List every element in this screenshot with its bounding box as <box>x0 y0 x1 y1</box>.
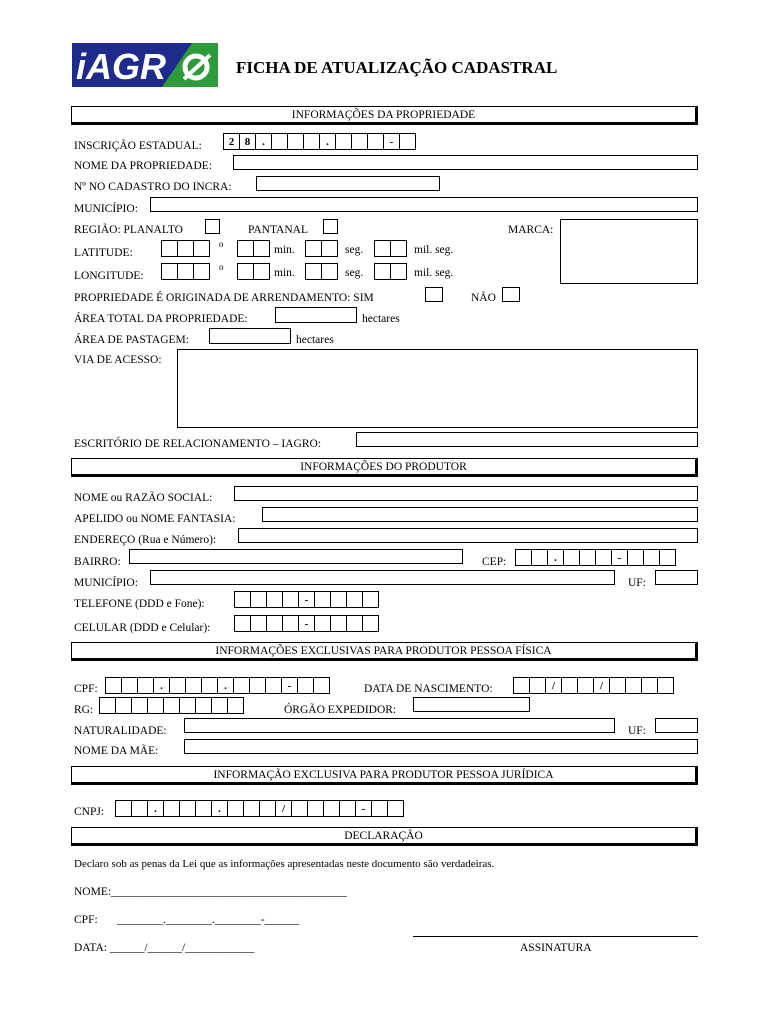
rg-cell[interactable] <box>147 697 164 714</box>
input-cell[interactable] <box>121 677 138 694</box>
cnpj-cells[interactable] <box>115 800 403 817</box>
cnpj-label: CNPJ: <box>74 806 105 818</box>
input-cell[interactable] <box>515 549 532 566</box>
declaracao-text: Declaro sob as penas da Lei que as informações apresentadas neste documento são verdadeiras. <box>74 858 495 870</box>
input-cell[interactable] <box>362 615 379 632</box>
page-title: FICHA DE ATUALIZAÇÃO CADASTRAL <box>236 58 558 77</box>
input-cell[interactable]: . <box>217 677 234 694</box>
input-cell[interactable] <box>339 800 356 817</box>
inscricao-label: INSCRIÇÃO ESTADUAL: <box>74 140 202 152</box>
area-pastagem-label: ÁREA DE PASTAGEM: <box>74 334 189 346</box>
arrendamento-nao-label: NÃO <box>471 292 496 304</box>
longitude-degrees[interactable] <box>161 263 209 280</box>
input-cell[interactable]: . <box>153 677 170 694</box>
input-cell[interactable] <box>282 615 299 632</box>
assinatura-label: ASSINATURA <box>520 942 592 954</box>
input-cell[interactable] <box>105 677 122 694</box>
cpf-cells[interactable] <box>105 677 329 694</box>
rg-cell[interactable] <box>195 697 212 714</box>
arrendamento-sim-checkbox[interactable] <box>425 287 443 302</box>
celular-label: CELULAR (DDD e Celular): <box>74 622 211 634</box>
input-cell[interactable]: . <box>255 133 272 150</box>
latitude-degrees[interactable] <box>161 240 209 257</box>
input-cell[interactable] <box>529 677 546 694</box>
cep-label: CEP: <box>482 556 507 568</box>
longitude-min-label: min. <box>274 267 295 279</box>
uf-produtor-field[interactable] <box>655 570 698 585</box>
inscricao-estadual-cells[interactable] <box>223 133 415 150</box>
latitude-minutes[interactable] <box>237 240 269 257</box>
input-cell[interactable]: / <box>275 800 292 817</box>
input-cell[interactable] <box>185 677 202 694</box>
regiao-label: REGIÃO: PLANALTO <box>74 224 183 236</box>
input-cell[interactable] <box>335 133 352 150</box>
input-cell[interactable] <box>169 677 186 694</box>
municipio-produtor-label: MUNICÍPIO: <box>74 577 138 589</box>
rg-cell[interactable] <box>131 697 148 714</box>
input-cell[interactable] <box>163 800 180 817</box>
area-total-label: ÁREA TOTAL DA PROPRIEDADE: <box>74 313 248 325</box>
area-total-unit: hectares <box>362 313 400 325</box>
municipio-field[interactable] <box>150 197 698 212</box>
orgao-expedidor-label: ÓRGÃO EXPEDIDOR: <box>284 704 397 716</box>
apelido-field[interactable] <box>262 507 698 522</box>
input-cell[interactable] <box>643 549 660 566</box>
input-cell[interactable] <box>625 677 642 694</box>
input-cell[interactable] <box>259 800 276 817</box>
assinatura-line[interactable] <box>413 936 698 937</box>
rg-cell[interactable] <box>227 697 244 714</box>
input-cell[interactable] <box>563 549 580 566</box>
declaracao-cpf-line[interactable]: ________.________.________-______ <box>117 914 300 926</box>
cep-cells[interactable] <box>515 549 675 566</box>
rg-label: RG: <box>74 704 94 716</box>
arrendamento-label: PROPRIEDADE É ORIGINADA DE ARRENDAMENTO: SIM <box>74 292 374 304</box>
apelido-label: APELIDO ou NOME FANTASIA: <box>74 513 236 525</box>
input-cell[interactable]: / <box>593 677 610 694</box>
input-cell[interactable] <box>609 677 626 694</box>
latitude-milseg-label: mil. seg. <box>414 244 454 256</box>
input-cell[interactable] <box>367 133 384 150</box>
nome-mae-field[interactable] <box>184 739 698 754</box>
rg-cells[interactable] <box>99 697 243 714</box>
input-cell[interactable]: - <box>383 133 400 150</box>
marca-label: MARCA: <box>508 224 554 236</box>
input-cell[interactable] <box>513 677 530 694</box>
input-cell[interactable] <box>234 615 251 632</box>
longitude-degree-symbol: o <box>219 262 224 272</box>
input-cell[interactable] <box>266 615 283 632</box>
declaracao-cpf-label: CPF: <box>74 914 98 926</box>
uf-naturalidade-field[interactable] <box>655 718 698 733</box>
planalto-checkbox[interactable] <box>205 219 220 234</box>
input-cell[interactable]: . <box>211 800 228 817</box>
input-cell[interactable] <box>250 591 267 608</box>
municipio-label: MUNICÍPIO: <box>74 203 138 215</box>
arrendamento-nao-checkbox[interactable] <box>502 287 520 302</box>
data-nascimento-label: DATA DE NASCIMENTO: <box>364 683 493 695</box>
input-cell[interactable]: . <box>147 800 164 817</box>
pantanal-checkbox[interactable] <box>323 219 338 234</box>
telefone-cells[interactable] <box>234 591 378 608</box>
uf-naturalidade-label: UF: <box>628 725 646 737</box>
latitude-degree-symbol: o <box>219 239 224 249</box>
input-cell[interactable] <box>371 800 388 817</box>
input-cell[interactable] <box>314 591 331 608</box>
input-cell[interactable] <box>595 549 612 566</box>
escritorio-label: ESCRITÓRIO DE RELACIONAMENTO – IAGRO: <box>74 438 322 450</box>
input-cell[interactable] <box>287 133 304 150</box>
input-cell[interactable] <box>266 591 283 608</box>
declaracao-data-line[interactable]: DATA: ______/______/____________ <box>74 942 255 954</box>
uf-produtor-label: UF: <box>628 577 646 589</box>
input-cell[interactable] <box>234 591 251 608</box>
data-nascimento-cells[interactable] <box>513 677 673 694</box>
input-cell[interactable] <box>313 677 330 694</box>
input-cell[interactable] <box>387 800 404 817</box>
endereco-label: ENDEREÇO (Rua e Número): <box>74 534 217 546</box>
bairro-field[interactable] <box>129 549 463 564</box>
input-cell[interactable]: . <box>319 133 336 150</box>
nome-razao-label: NOME ou RAZÃO SOCIAL: <box>74 492 213 504</box>
telefone-label: TELEFONE (DDD e Fone): <box>74 598 205 610</box>
input-cell[interactable] <box>531 549 548 566</box>
input-cell[interactable] <box>271 133 288 150</box>
svg-text:iAGR: iAGR <box>76 46 166 87</box>
section-header-pessoa-fisica: INFORMAÇÕES EXCLUSIVAS PARA PRODUTOR PESSOA FÍSICA <box>71 642 698 661</box>
latitude-milliseconds[interactable] <box>374 240 406 257</box>
input-cell[interactable] <box>195 800 212 817</box>
area-total-field[interactable] <box>275 307 357 323</box>
latitude-seconds[interactable] <box>305 240 337 257</box>
input-cell[interactable] <box>282 591 299 608</box>
nome-razao-field[interactable] <box>234 486 698 501</box>
input-cell[interactable] <box>577 677 594 694</box>
input-cell[interactable] <box>579 549 596 566</box>
input-cell[interactable] <box>131 800 148 817</box>
input-cell[interactable] <box>641 677 658 694</box>
orgao-expedidor-field[interactable] <box>413 697 530 712</box>
input-cell[interactable]: - <box>281 677 298 694</box>
escritorio-field[interactable] <box>356 432 698 447</box>
section-header-pessoa-juridica: INFORMAÇÃO EXCLUSIVA PARA PRODUTOR PESSOA JURÍDICA <box>71 766 698 785</box>
nome-propriedade-field[interactable] <box>233 155 698 170</box>
rg-cell[interactable] <box>163 697 180 714</box>
input-cell[interactable]: 8 <box>239 133 256 150</box>
rg-cell[interactable] <box>179 697 196 714</box>
input-cell[interactable]: 2 <box>223 133 240 150</box>
nome-mae-label: NOME DA MÃE: <box>74 745 159 757</box>
bairro-label: BAIRRO: <box>74 556 121 568</box>
cpf-label: CPF: <box>74 683 98 695</box>
naturalidade-label: NATURALIDADE: <box>74 725 167 737</box>
longitude-milliseconds[interactable] <box>374 263 406 280</box>
input-cell[interactable] <box>249 677 266 694</box>
input-cell[interactable] <box>233 677 250 694</box>
area-pastagem-field[interactable] <box>209 328 291 344</box>
input-cell[interactable]: - <box>611 549 628 566</box>
longitude-milseg-label: mil. seg. <box>414 267 454 279</box>
latitude-min-label: min. <box>274 244 295 256</box>
iagro-logo <box>72 43 218 87</box>
input-cell[interactable]: . <box>547 549 564 566</box>
input-cell[interactable] <box>291 800 308 817</box>
input-cell[interactable] <box>346 591 363 608</box>
input-cell[interactable]: - <box>355 800 372 817</box>
section-header-propriedade: INFORMAÇÕES DA PROPRIEDADE <box>71 106 698 125</box>
marca-field[interactable] <box>560 219 698 284</box>
rg-cell[interactable] <box>211 697 228 714</box>
celular-cells[interactable] <box>234 615 378 632</box>
input-cell[interactable] <box>243 800 260 817</box>
input-cell[interactable] <box>346 615 363 632</box>
input-cell[interactable] <box>362 591 379 608</box>
input-cell[interactable] <box>250 615 267 632</box>
input-cell[interactable]: - <box>298 615 315 632</box>
input-cell[interactable] <box>330 615 347 632</box>
input-cell[interactable] <box>330 591 347 608</box>
input-cell[interactable] <box>399 133 416 150</box>
latitude-label: LATITUDE: <box>74 247 133 259</box>
input-cell[interactable] <box>561 677 578 694</box>
declaracao-nome-line[interactable]: NOME:_________________________________________ <box>74 886 347 898</box>
input-cell[interactable] <box>307 800 324 817</box>
longitude-minutes[interactable] <box>237 263 269 280</box>
section-header-produtor: INFORMAÇÕES DO PRODUTOR <box>71 458 698 477</box>
area-pastagem-unit: hectares <box>296 334 334 346</box>
input-cell[interactable] <box>227 800 244 817</box>
input-cell[interactable] <box>265 677 282 694</box>
municipio-produtor-field[interactable] <box>150 570 615 585</box>
longitude-seg-label: seg. <box>345 267 364 279</box>
pantanal-label: PANTANAL <box>248 224 308 236</box>
incra-label: Nº NO CADASTRO DO INCRA: <box>74 181 232 193</box>
input-cell[interactable] <box>323 800 340 817</box>
input-cell[interactable] <box>657 677 674 694</box>
input-cell[interactable] <box>115 800 132 817</box>
endereco-field[interactable] <box>238 528 698 543</box>
input-cell[interactable] <box>303 133 320 150</box>
input-cell[interactable] <box>137 677 154 694</box>
rg-cell[interactable] <box>115 697 132 714</box>
longitude-label: LONGITUDE: <box>74 270 144 282</box>
input-cell[interactable] <box>201 677 218 694</box>
naturalidade-field[interactable] <box>184 718 615 733</box>
input-cell[interactable] <box>314 615 331 632</box>
nome-propriedade-label: NOME DA PROPRIEDADE: <box>74 160 213 172</box>
section-header-declaracao: DECLARAÇÃO <box>71 827 698 846</box>
input-cell[interactable]: / <box>545 677 562 694</box>
input-cell[interactable] <box>659 549 676 566</box>
rg-cell[interactable] <box>99 697 116 714</box>
input-cell[interactable] <box>627 549 644 566</box>
latitude-seg-label: seg. <box>345 244 364 256</box>
input-cell[interactable] <box>297 677 314 694</box>
via-acesso-field[interactable] <box>177 349 698 428</box>
longitude-seconds[interactable] <box>305 263 337 280</box>
input-cell[interactable] <box>351 133 368 150</box>
via-acesso-label: VIA DE ACESSO: <box>74 354 162 366</box>
input-cell[interactable] <box>179 800 196 817</box>
incra-field[interactable] <box>256 176 440 191</box>
input-cell[interactable]: - <box>298 591 315 608</box>
